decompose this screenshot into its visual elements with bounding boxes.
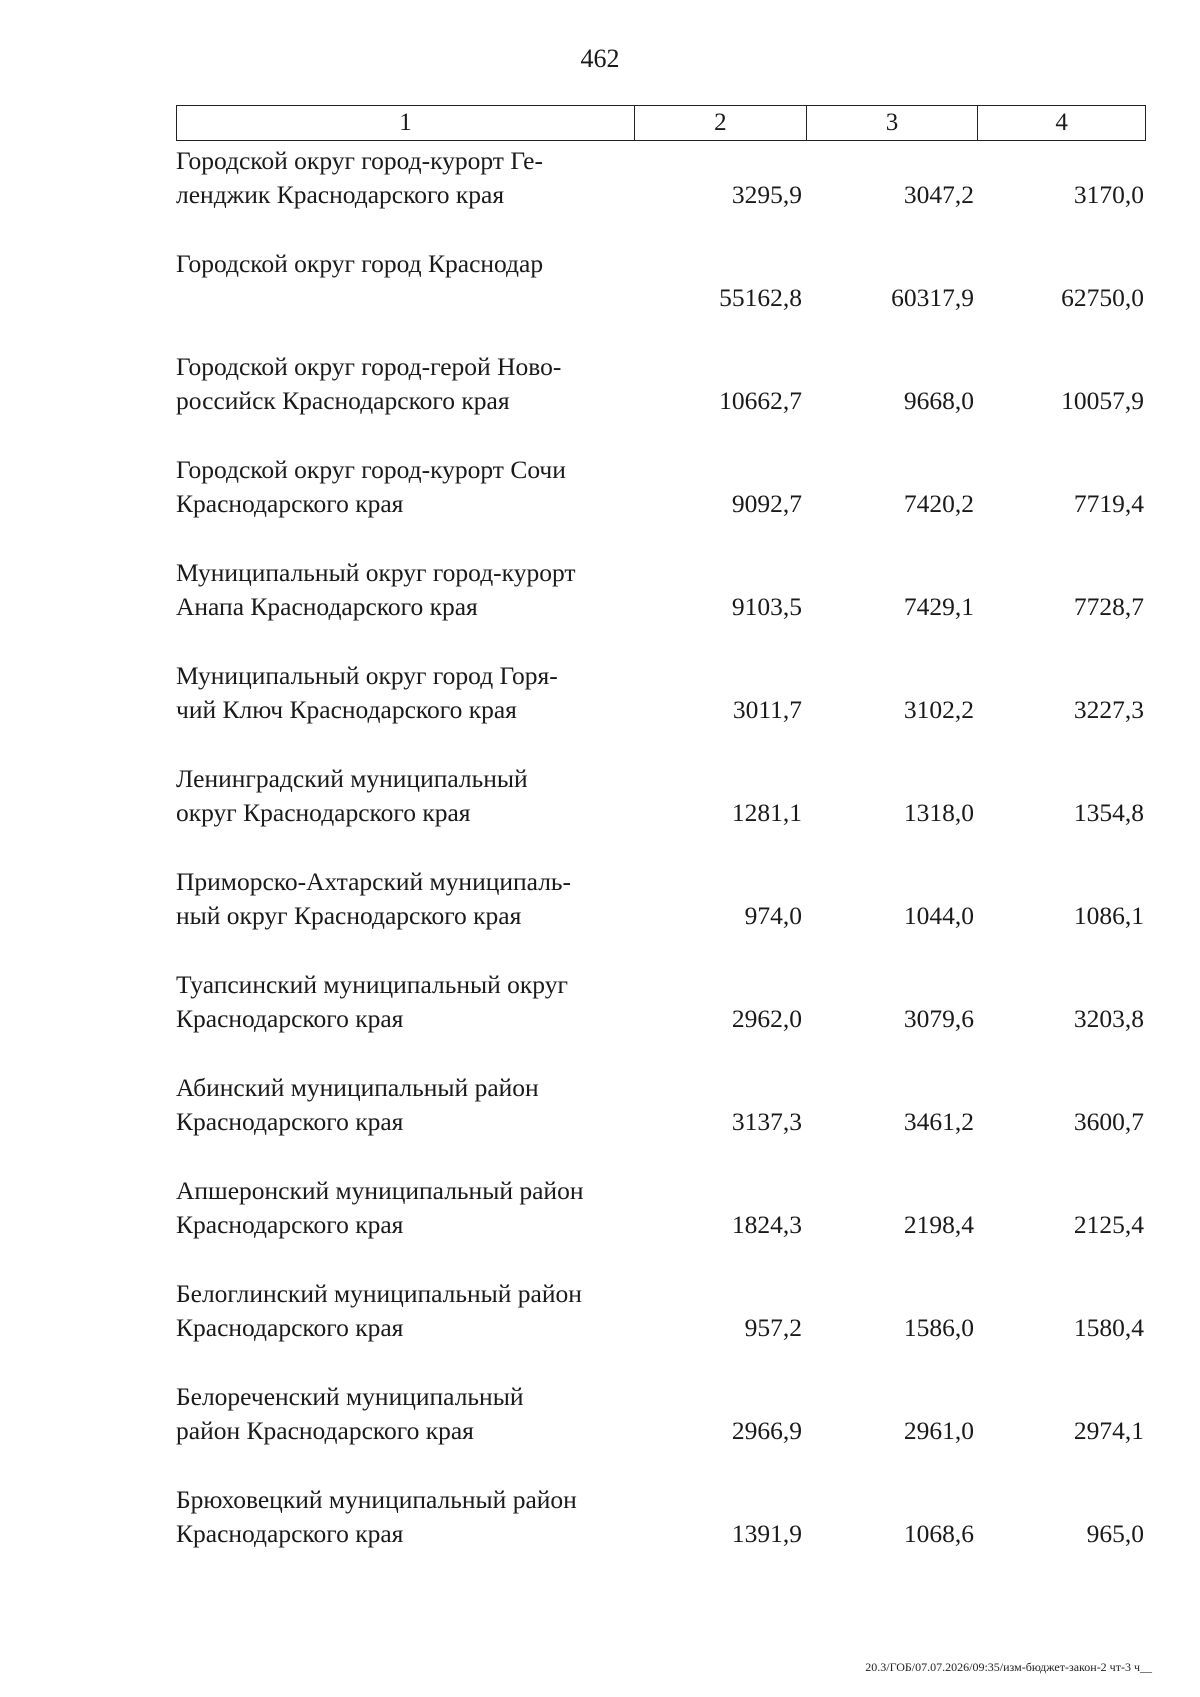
table-row [176,451,1146,554]
value-col-4: 3203,8 [1073,1004,1144,1033]
page-number: 462 [580,44,620,73]
municipality-name: Муниципальный округ город-курорт Анапа Краснодарского края [176,558,576,621]
table-row [176,348,1146,451]
table-row [176,966,1146,1069]
value-col-2: 55162,8 [719,283,802,312]
value-col-4: 3170,0 [1073,180,1144,209]
table-row [176,863,1146,966]
municipality-name: Городской округ город-курорт Ге- ленджик Краснодарского края [176,146,543,209]
value-col-2: 9103,5 [731,592,802,621]
table-row [176,760,1146,863]
value-col-2: 2966,9 [731,1416,802,1445]
document-footer: 20.3/ГОБ/07.07.2026/09:35/изм-бюджет-закон-2 чт-3 ч__ [865,1660,1152,1674]
value-col-3: 60317,9 [891,283,974,312]
municipality-name: Туапсинский муниципальный округ Краснодарского края [176,970,568,1033]
value-col-4: 3227,3 [1073,695,1144,724]
table-row [176,142,1146,245]
value-col-2: 1391,9 [731,1519,802,1548]
value-col-3: 3102,2 [903,695,974,724]
value-col-4: 1086,1 [1073,901,1144,930]
value-col-3: 3461,2 [903,1107,974,1136]
value-col-3: 1318,0 [903,798,974,827]
value-col-4: 1354,8 [1073,798,1144,827]
table-row [176,1172,1146,1275]
value-col-3: 1044,0 [903,901,974,930]
table-row [176,1069,1146,1172]
value-col-4: 62750,0 [1061,283,1144,312]
header-col-1: 1 [399,109,412,136]
table-row [176,657,1146,760]
municipality-name: Абинский муниципальный район Краснодарского края [176,1073,539,1136]
value-col-4: 3600,7 [1073,1107,1144,1136]
municipality-name: Городской округ город-курорт Сочи Краснодарского края [176,455,566,518]
value-col-4: 2125,4 [1073,1210,1144,1239]
municipality-name: Муниципальный округ город Горя- чий Ключ Краснодарского края [176,661,558,724]
municipality-name: Белореченский муниципальный район Краснодарского края [176,1382,524,1445]
value-col-3: 7420,2 [903,489,974,518]
municipality-name: Брюховецкий муниципальный район Краснодарского края [176,1485,577,1548]
table-row [176,1275,1146,1378]
table-row [176,1481,1146,1584]
value-col-4: 1580,4 [1073,1313,1144,1342]
municipality-name: Ленинградский муниципальный округ Краснодарского края [176,764,528,827]
value-col-2: 10662,7 [719,386,802,415]
table-row [176,1378,1146,1481]
value-col-3: 3079,6 [903,1004,974,1033]
value-col-4: 7719,4 [1073,489,1144,518]
value-col-4: 7728,7 [1073,592,1144,621]
value-col-3: 9668,0 [903,386,974,415]
value-col-4: 10057,9 [1061,386,1144,415]
value-col-3: 1068,6 [903,1519,974,1548]
value-col-3: 7429,1 [903,592,974,621]
table-body [176,142,1146,1584]
header-col-3: 3 [806,106,978,140]
table-row [176,245,1146,348]
municipality-name: Апшеронский муниципальный район Краснодарского края [176,1176,584,1239]
value-col-2: 3137,3 [731,1107,802,1136]
value-col-3: 1586,0 [903,1313,974,1342]
value-col-2: 1281,1 [731,798,802,827]
value-col-2: 3011,7 [732,695,802,724]
municipality-name: Городской округ город Краснодар [176,249,544,278]
value-col-2: 957,2 [744,1313,802,1342]
municipality-name: Приморско-Ахтарский муниципаль- ный округ Краснодарского края [176,867,572,930]
value-col-2: 1824,3 [731,1210,802,1239]
value-col-2: 3295,9 [731,180,802,209]
table-header [176,105,1146,141]
municipality-name: Белоглинский муниципальный район Краснодарского края [176,1279,582,1342]
table-row [176,554,1146,657]
value-col-2: 2962,0 [731,1004,802,1033]
value-col-4: 965,0 [1086,1519,1144,1548]
municipality-name: Городской округ город-герой Ново- российск Краснодарского края [176,352,562,415]
header-col-2: 2 [634,106,806,140]
value-col-3: 2198,4 [903,1210,974,1239]
value-col-2: 9092,7 [731,489,802,518]
value-col-4: 2974,1 [1073,1416,1144,1445]
value-col-3: 3047,2 [903,180,974,209]
value-col-3: 2961,0 [903,1416,974,1445]
value-col-2: 974,0 [744,901,802,930]
header-col-4: 4 [977,106,1145,140]
